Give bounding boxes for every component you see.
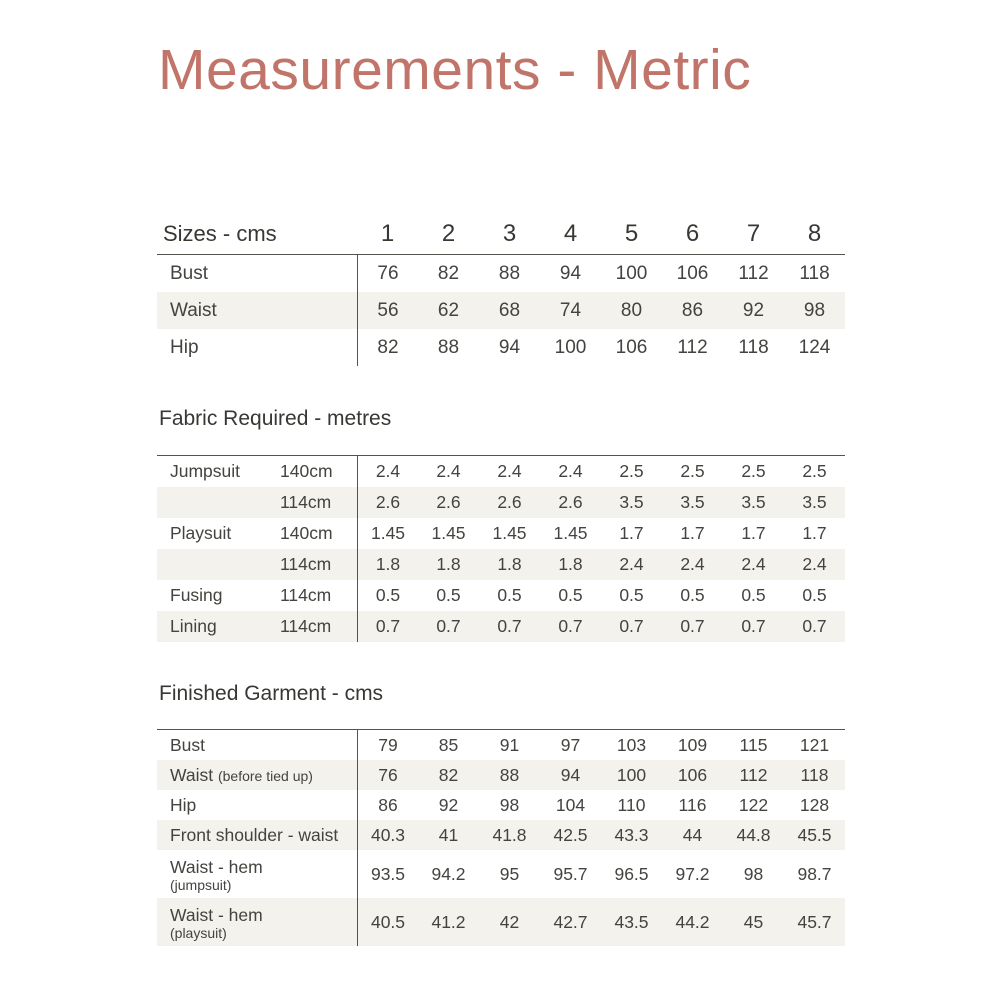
sizes-table-body [157,255,845,366]
row-label: Waist [170,299,217,321]
fabric-width-label: 114cm [280,554,332,574]
value-cell: 44.8 [736,824,771,845]
value-cell: 42.7 [553,911,588,932]
value-cell: 40.3 [357,820,418,850]
value-cell: 0.5 [357,580,418,611]
size-column-header: 8 [807,219,822,247]
fabric-width-label: 114cm [280,492,332,512]
value-cell: 94 [559,262,582,284]
table-row [157,549,845,580]
value-cell: 94 [498,336,521,358]
value-cell: 0.5 [558,585,583,605]
finished-table-title: Finished Garment - cms [159,682,384,705]
value-cell: 100 [554,336,587,358]
table-row [157,518,845,549]
value-cell: 100 [616,764,647,785]
row-label-main: Waist - hem [170,904,263,925]
garment-label: Playsuit [170,523,232,543]
finished-garment-table [157,681,845,946]
table-row [157,580,845,611]
size-column-header: 7 [746,219,761,247]
value-cell: 103 [616,734,647,755]
value-cell: 110 [617,794,646,815]
row-label-sub: (playsuit) [170,924,227,941]
row-label-main: Waist - hem [170,856,263,877]
value-cell: 121 [799,734,830,755]
row-label [157,735,357,756]
value-cell: 2.4 [741,554,766,574]
value-cell: 1.8 [497,554,522,574]
value-cell: 1.45 [492,523,527,543]
value-cell: 88 [437,336,460,358]
value-cell: 2.6 [436,492,461,512]
row-label [157,856,357,893]
value-cell: 112 [739,764,768,785]
value-cell: 0.7 [497,616,522,636]
value-cell: 3.5 [741,492,766,512]
value-cell: 2.4 [802,554,827,574]
value-cell: 109 [677,734,708,755]
value-cell: 112 [738,262,769,284]
size-column-header: 4 [563,219,578,247]
value-cell: 1.8 [436,554,461,574]
value-cell: 112 [677,336,708,358]
value-cell: 82 [357,329,418,366]
value-cell: 2.4 [436,461,461,481]
value-cell: 0.5 [680,585,705,605]
value-cell: 98 [499,794,520,815]
value-cell: 0.7 [802,616,827,636]
fabric-width-label: 114cm [280,585,332,605]
row-label [157,904,357,941]
value-cell: 1.7 [741,523,766,543]
value-cell: 98 [803,299,826,321]
value-cell: 2.5 [741,461,766,481]
value-cell: 118 [799,262,830,284]
table-row [157,850,845,898]
value-cell: 97 [560,734,581,755]
row-label-main: Hip [170,794,197,815]
value-cell: 44 [682,824,703,845]
value-cell: 76 [357,760,418,790]
table-row [157,820,845,850]
value-cell: 0.5 [741,585,766,605]
value-cell: 3.5 [802,492,827,512]
row-label-main: Bust [170,734,206,755]
size-column-header: 6 [685,219,700,247]
fabric-table-body [157,455,845,642]
value-cell: 56 [357,292,418,329]
value-cell: 0.7 [436,616,461,636]
value-cell: 41 [438,824,459,845]
sizes-table-header [157,213,845,255]
value-cell: 2.4 [497,461,522,481]
value-cell: 0.5 [619,585,644,605]
value-cell: 2.4 [558,461,583,481]
table-row [157,790,845,820]
value-cell: 41.2 [431,911,466,932]
garment-label: Fusing [170,585,223,605]
value-cell: 124 [798,336,831,358]
value-cell: 76 [357,255,418,292]
table-row [157,292,845,329]
value-cell: 42.5 [553,824,588,845]
fabric-width-label: 114cm [280,616,332,636]
value-cell: 0.5 [802,585,827,605]
value-cell: 1.8 [558,554,583,574]
value-cell: 2.5 [619,461,644,481]
value-cell: 115 [739,734,768,755]
value-cell: 94 [560,764,581,785]
fabric-required-table [157,406,845,642]
value-cell: 0.5 [497,585,522,605]
value-cell: 2.6 [497,492,522,512]
value-cell: 118 [800,764,829,785]
page-title: Measurements - Metric [158,38,752,102]
value-cell: 2.4 [680,554,705,574]
value-cell: 1.8 [357,549,418,580]
value-cell: 0.7 [619,616,644,636]
table-row [157,456,845,487]
table-row [157,487,845,518]
table-row [157,760,845,790]
value-cell: 2.5 [680,461,705,481]
value-cell: 100 [615,262,648,284]
value-cell: 40.5 [357,898,418,946]
value-cell: 43.3 [614,824,649,845]
table-row [157,730,845,760]
value-cell: 2.6 [357,487,418,518]
value-cell: 106 [676,262,709,284]
value-cell: 95.7 [553,863,588,884]
value-cell: 97.2 [675,863,710,884]
value-cell: 94.2 [431,863,466,884]
value-cell: 96.5 [614,863,649,884]
row-label-main: Front shoulder - waist [170,824,339,845]
garment-label: Lining [170,616,217,636]
table-row [157,255,845,292]
value-cell: 42 [499,911,520,932]
size-column-header: 2 [441,219,456,247]
value-cell: 45.5 [797,824,832,845]
row-label-sub: (before tied up) [217,767,313,784]
value-cell: 1.45 [431,523,466,543]
value-cell: 0.7 [741,616,766,636]
table-row [157,329,845,366]
value-cell: 1.7 [680,523,705,543]
value-cell: 98 [743,863,764,884]
value-cell: 88 [499,764,520,785]
size-column-header: 1 [380,219,395,247]
value-cell: 44.2 [675,911,710,932]
value-cell: 43.5 [614,911,649,932]
table-row [157,611,845,642]
value-cell: 85 [438,734,459,755]
value-cell: 92 [742,299,765,321]
value-cell: 91 [499,734,520,755]
value-cell: 88 [498,262,521,284]
value-cell: 45 [743,911,764,932]
value-cell: 3.5 [619,492,644,512]
value-cell: 2.4 [619,554,644,574]
row-label-main: Waist [170,764,214,785]
finished-table-body [157,729,845,946]
value-cell: 86 [357,790,418,820]
value-cell: 80 [620,299,643,321]
value-cell: 74 [559,299,582,321]
value-cell: 92 [438,794,459,815]
value-cell: 3.5 [680,492,705,512]
fabric-width-label: 140cm [280,461,333,481]
value-cell: 0.7 [680,616,705,636]
row-label-sub: (jumpsuit) [170,876,232,893]
value-cell: 2.4 [357,456,418,487]
value-cell: 122 [738,794,769,815]
value-cell: 41.8 [492,824,527,845]
row-label [157,765,357,786]
value-cell: 1.7 [802,523,827,543]
value-cell: 86 [681,299,704,321]
value-cell: 104 [555,794,586,815]
value-cell: 68 [498,299,521,321]
sizes-table [157,213,845,366]
size-column-header: 5 [624,219,639,247]
table-row [157,898,845,946]
value-cell: 1.45 [553,523,588,543]
value-cell: 106 [677,764,708,785]
row-label [157,795,357,816]
value-cell: 95 [499,863,520,884]
value-cell: 118 [738,336,769,358]
value-cell: 98.7 [797,863,832,884]
value-cell: 0.7 [357,611,418,642]
value-cell: 45.7 [797,911,832,932]
value-cell: 1.7 [619,523,644,543]
value-cell: 106 [615,336,648,358]
row-label: Bust [170,262,209,284]
row-label: Hip [170,336,199,358]
fabric-width-label: 140cm [280,523,333,543]
row-label [157,825,357,846]
fabric-table-title: Fabric Required - metres [159,407,392,430]
value-cell: 62 [437,299,460,321]
value-cell: 128 [799,794,830,815]
value-cell: 79 [357,730,418,760]
size-column-header: 3 [502,219,517,247]
sizes-header-label: Sizes - cms [163,220,277,246]
garment-label: Jumpsuit [170,461,241,481]
value-cell: 116 [678,794,707,815]
value-cell: 1.45 [357,518,418,549]
value-cell: 93.5 [357,850,418,898]
value-cell: 0.7 [558,616,583,636]
value-cell: 2.6 [558,492,583,512]
value-cell: 82 [437,262,460,284]
value-cell: 82 [438,764,459,785]
value-cell: 2.5 [802,461,827,481]
value-cell: 0.5 [436,585,461,605]
